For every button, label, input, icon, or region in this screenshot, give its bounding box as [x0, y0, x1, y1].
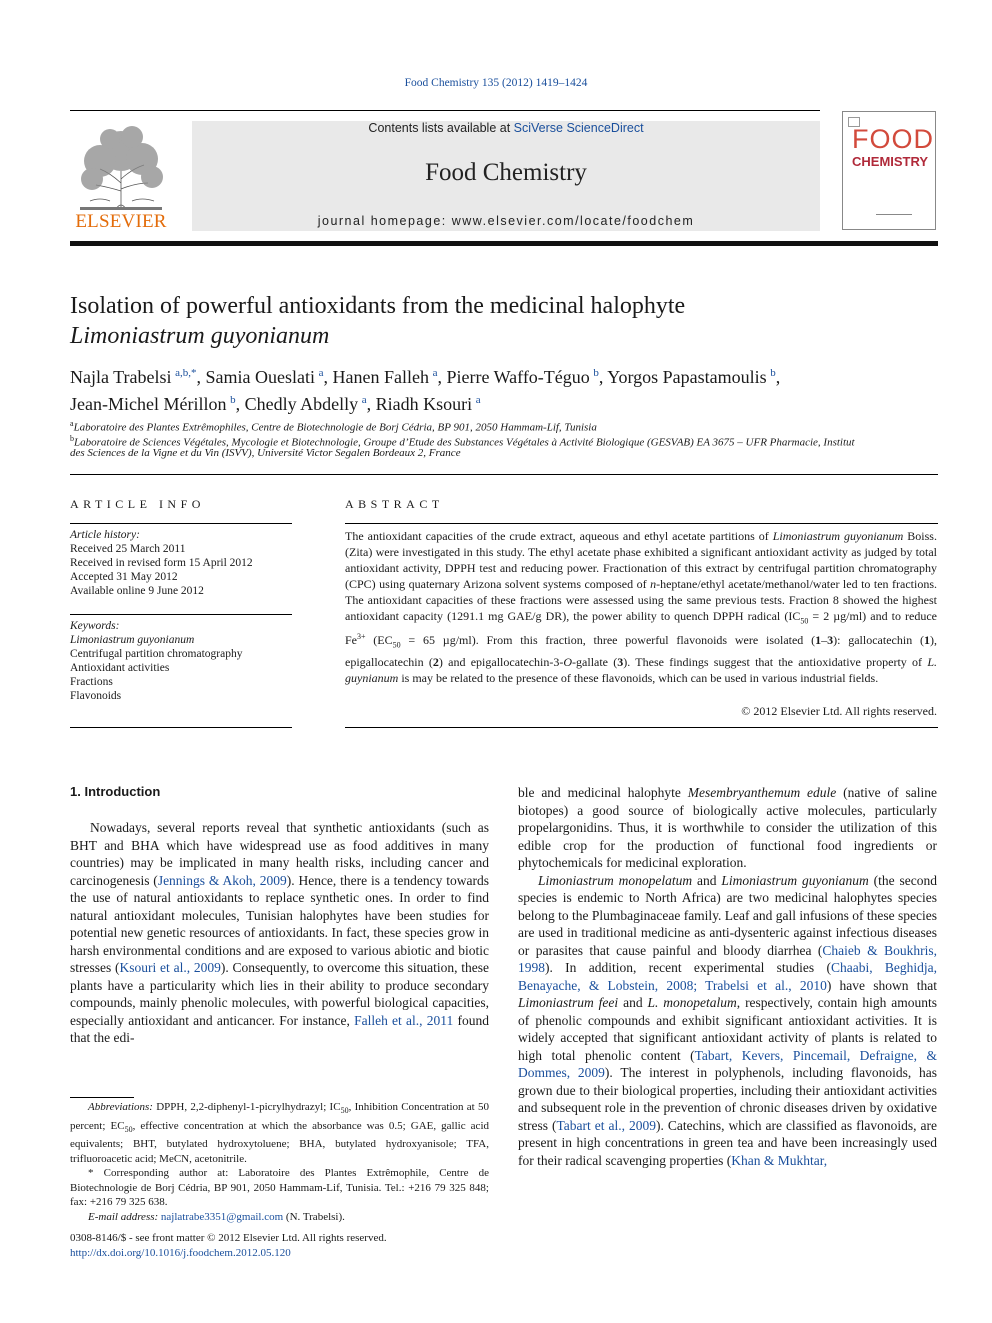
author-name[interactable]: Najla Trabelsi [70, 367, 172, 387]
author-affil-mark[interactable]: a,b,* [175, 367, 197, 379]
author-affil-mark[interactable]: b [593, 367, 599, 379]
intro-left-column [70, 819, 489, 1047]
issn-line: 0308-8146/$ - see front matter © 2012 Elsevier Ltd. All rights reserved. [70, 1232, 387, 1244]
keywords-heading: Keywords: [70, 620, 120, 632]
author-affil-mark[interactable]: b [230, 394, 236, 406]
ref-link[interactable]: Chaieb & Boukhris, 1998 [518, 942, 937, 975]
keyword-item: Limoniastrum guyonianum [70, 634, 195, 646]
history-online: Available online 9 June 2012 [70, 585, 204, 597]
ref-link[interactable]: Falleh et al., 2011 [354, 1012, 454, 1028]
history-accepted: Accepted 31 May 2012 [70, 571, 178, 583]
intro-paragraph-2: Limoniastrum monopelatum and Limoniastrum guyonianum (the second species is endemic to North Africa) are two medicinal halophytes species belong to the Plumbaginaceae family. Leaf and gall infusions of these species are used in traditional medicine as anti-dysenteric against infectious diseases or parasites that cause painful and bloody diarrhea (Chaieb & Boukhris, 1998). In addition, recent experimental studies (Chaabi, Beghidja, Benayache, & Lobstein, 2008; Trabelsi et al., 2010) have shown that Limoniastrum feei and L. monopetalum, respectively, contain high amounts of phenolic compounds and exhibit significant antioxidant activities. It is widely accepted that significant antioxidant activity of plants is related to high total phenolic content (Tabart, Kevers, Pincemail, Defraigne, & Dommes, 2009). The interest in polyphenols, including flavonoids, has grown due to their biological properties, including their antioxidant activities and subsequent role in the prevention of chronic diseases driven by oxidative stress (Tabart et al., 2009). Catechins, which are classified as flavonoids, are present in high concentrations in green tea and have been increasingly used for their radical scavenging properties (Khan & Mukhtar, [518, 872, 938, 1168]
author-name[interactable]: Riadh Ksouri [375, 394, 473, 414]
author-name[interactable]: Samia Oueslati [205, 367, 315, 387]
author-name[interactable]: Yorgos Papastamoulis [607, 367, 767, 387]
author-name[interactable]: Chedly Abdelly [244, 394, 359, 414]
header-thick-rule [70, 241, 938, 246]
ref-link[interactable]: Tabart, Kevers, Pincemail, Defraigne, & Dommes, 2009 [518, 1047, 937, 1080]
sciencedirect-link[interactable]: SciVerse ScienceDirect [513, 121, 644, 135]
cover-title-food: FOOD [852, 124, 934, 154]
keyword-item: Centrifugal partition chromatography [70, 648, 243, 660]
cover-footer-line [876, 214, 912, 215]
history-revised: Received in revised form 15 April 2012 [70, 557, 253, 569]
section-heading-introduction: 1. Introduction [70, 784, 161, 799]
author-affil-mark[interactable]: a [432, 367, 438, 379]
affiliation-a: $^a$Laboratoire des Plantes Extrêmophiles, Centre de Biotechnologie de Borj Cédria, BP 901, 2050 Hammam-Lif, Tunisia [70, 419, 597, 434]
keyword-item: Fractions [70, 676, 113, 688]
ref-link[interactable]: Khan & Mukhtar, [731, 1152, 828, 1168]
affiliation-b-continued: des Sciences de la Vigne et du Vin (ISVV), Université Victor Segalen Bordeaux 2, France [70, 447, 461, 459]
authors-line-2: Jean-Michel Mérillon $^b$, Chedly Abdelly $^a$, Riadh Ksouri $^a$ [70, 394, 481, 414]
article-info-bottom-rule [70, 727, 292, 728]
history-heading: Article history: [70, 529, 140, 541]
footnote-rule [70, 1097, 134, 1098]
article-info-rule [70, 523, 292, 524]
ref-link[interactable]: Ksouri et al., 2009 [119, 960, 221, 975]
abstract-bottom-rule [345, 727, 938, 728]
homepage-line: journal homepage: www.elsevier.com/locate/foodchem [317, 214, 695, 228]
abbreviations-footnote: Abbreviations: DPPH, 2,2-diphenyl-1-picrylhydrazyl; $IC_{50}$, Inhibition Concentration at 50 percent; $EC_{50}$, effective concentration at which the absorbance was 0.5; GAE, gallic acid equivalents; BHT, butylated hydroxytoluene; BHA, butylated hydroxyanisole; TFA, trifluoroacetic acid; MeCN, acetonitrile. [70, 1101, 490, 1165]
history-received: Received 25 March 2011 [70, 543, 186, 555]
abstract-text: The antioxidant capacities of the crude extract, aqueous and ethyl acetate partitions of Limoniastrum guyonianum Boiss. (Zita) were investigated in this study. The ethyl acetate phase exhibited a significant antioxidant activity as judged by total antioxidant activity, DPPH test and reducing power. Fractionation of this extract by centrifugal partition chromatography (CPC) using quaternary Arizona solvent systems composed of n-heptane/ethyl acetate/methanol/water led to ten fractions. The antioxidant capacities of these fractions were assessed using the same previous tests. Fraction 8 showed the highest antioxidant capacity (1291.1 mg GAE/g DR), the power ability to quench DPPH radical ($IC_{50} = 2$ µg/ml) and to reduce $Fe^{3+}$ ($EC_{50} = 65$ µg/ml). From this fraction, three powerful flavonoids were isolated (1–3): gallocatechin (1), epigallocatechin (2) and epigallocatechin-3-O-gallate (3). These findings suggest that the antioxidative property of L. guynianum is may be related to the presence of these flavonoids, which can be used in various industrial fields. [345, 529, 937, 685]
author-affil-mark[interactable]: a [361, 394, 367, 406]
issn-doi-block [70, 1231, 490, 1260]
contents-line: Contents lists available at SciVerse ScienceDirect [368, 121, 644, 135]
section-rule [70, 474, 938, 475]
header-rule [70, 110, 820, 111]
title-line-1: Isolation of powerful antioxidants from the medicinal halophyte [70, 293, 686, 319]
journal-citation[interactable]: Food Chemistry 135 (2012) 1419–1424 [404, 77, 588, 89]
corresponding-author-footnote: * Corresponding author at: Laboratoire des Plantes Extrêmophile, Centre de Biotechnologie de Borj Cédria, BP 901, 2050 Hammam-Lif, Tunisia. Tel.: +216 79 325 848; fax: +216 79 325 638. [70, 1167, 489, 1209]
abstract-copyright: © 2012 Elsevier Ltd. All rights reserved. [741, 704, 937, 718]
article-title [70, 291, 930, 351]
abstract-heading: ABSTRACT [345, 497, 444, 511]
intro-paragraph-1-continued: ble and medicinal halophyte Mesembryanthemum edule (native of saline biotopes) a good source of biologically active molecules, particularly propelargonidins. Thus, it is worthwhile to consider the utilization of this edible crop for the production of functional food ingredients or phytochemicals for medicinal exploration. [518, 785, 937, 870]
keyword-item: Antioxidant activities [70, 662, 170, 674]
cover-title-chemistry: CHEMISTRY [852, 154, 929, 169]
authors-line-1: Najla Trabelsi $^{a,b,*}$, Samia Oueslati $^a$, Hanen Falleh $^a$, Pierre Waffo-Téguo $^b$, Yorgos Papastamoulis $^b$, [70, 367, 781, 387]
author-name[interactable]: Pierre Waffo-Téguo [446, 367, 590, 387]
article-history [70, 528, 292, 598]
email-footnote: E-mail address: najlatrabe3351@gmail.com (N. Trabelsi). [88, 1210, 345, 1223]
title-line-2: Limoniastrum guyonianum [70, 323, 330, 349]
elsevier-wordmark: ELSEVIER [75, 211, 167, 232]
article-info-heading: ARTICLE INFO [70, 497, 205, 511]
keyword-item: Flavonoids [70, 690, 122, 702]
keywords [70, 619, 292, 703]
author-affil-mark[interactable]: a [318, 367, 324, 379]
footnotes [70, 1100, 489, 1224]
author-affil-mark[interactable]: a [475, 394, 481, 406]
abstract-rule [345, 523, 938, 524]
author-affil-mark[interactable]: b [770, 367, 776, 379]
author-name[interactable]: Hanen Falleh [332, 367, 429, 387]
doi-link[interactable]: http://dx.doi.org/10.1016/j.foodchem.2012.05.120 [70, 1246, 291, 1259]
intro-right-column [518, 784, 937, 1169]
journal-banner [192, 121, 820, 231]
ref-link[interactable]: Chaabi, Beghidja, Benayache, & Lobstein, 2008; Trabelsi et al., 2010 [518, 960, 937, 993]
email-link[interactable]: najlatrabe3351@gmail.com [160, 1210, 284, 1223]
affiliation-b: $^b$Laboratoire de Sciences Végétales, Mycologie et Biotechnologie, Groupe d’Etude des Substances Végétales à Activité Biologique (GESVAB) EA 3675 – UFR Pharmacie, Institut [70, 434, 855, 449]
ref-link[interactable]: Jennings & Akoh, 2009 [157, 872, 287, 888]
homepage-link[interactable]: www.elsevier.com/locate/foodchem [451, 214, 695, 228]
intro-paragraph-1: Nowadays, several reports reveal that synthetic antioxidants (such as BHT and BHA which have widespread use as food additives in many countries) may be implicated in many health risks, including cancer and carcinogenesis (Jennings & Akoh, 2009). Hence, there is a tendency towards the use of natural antioxidants to replace synthetic ones. In order to find natural antioxidant molecules, Tunisian halophytes have been studies for potential new genetic resources of antioxidants. In fact, these species grow in harsh environmental conditions and are exposed to various abiotic and biotic stresses (Ksouri et al., 2009). Consequently, to overcome this situation, these plants have a particularity which lies in their ability to produce secondary compounds, mainly phenolic molecules, with powerful biological capacities, especially antioxidant and anticancer. For instance, Falleh et al., 2011 found that the edi- [70, 820, 489, 1045]
author-list [70, 362, 940, 416]
journal-name: Food Chemistry [425, 159, 587, 186]
author-name[interactable]: Jean-Michel Mérillon [70, 394, 227, 414]
keywords-rule [70, 614, 292, 615]
ref-link[interactable]: Tabart et al., 2009 [556, 1117, 657, 1133]
